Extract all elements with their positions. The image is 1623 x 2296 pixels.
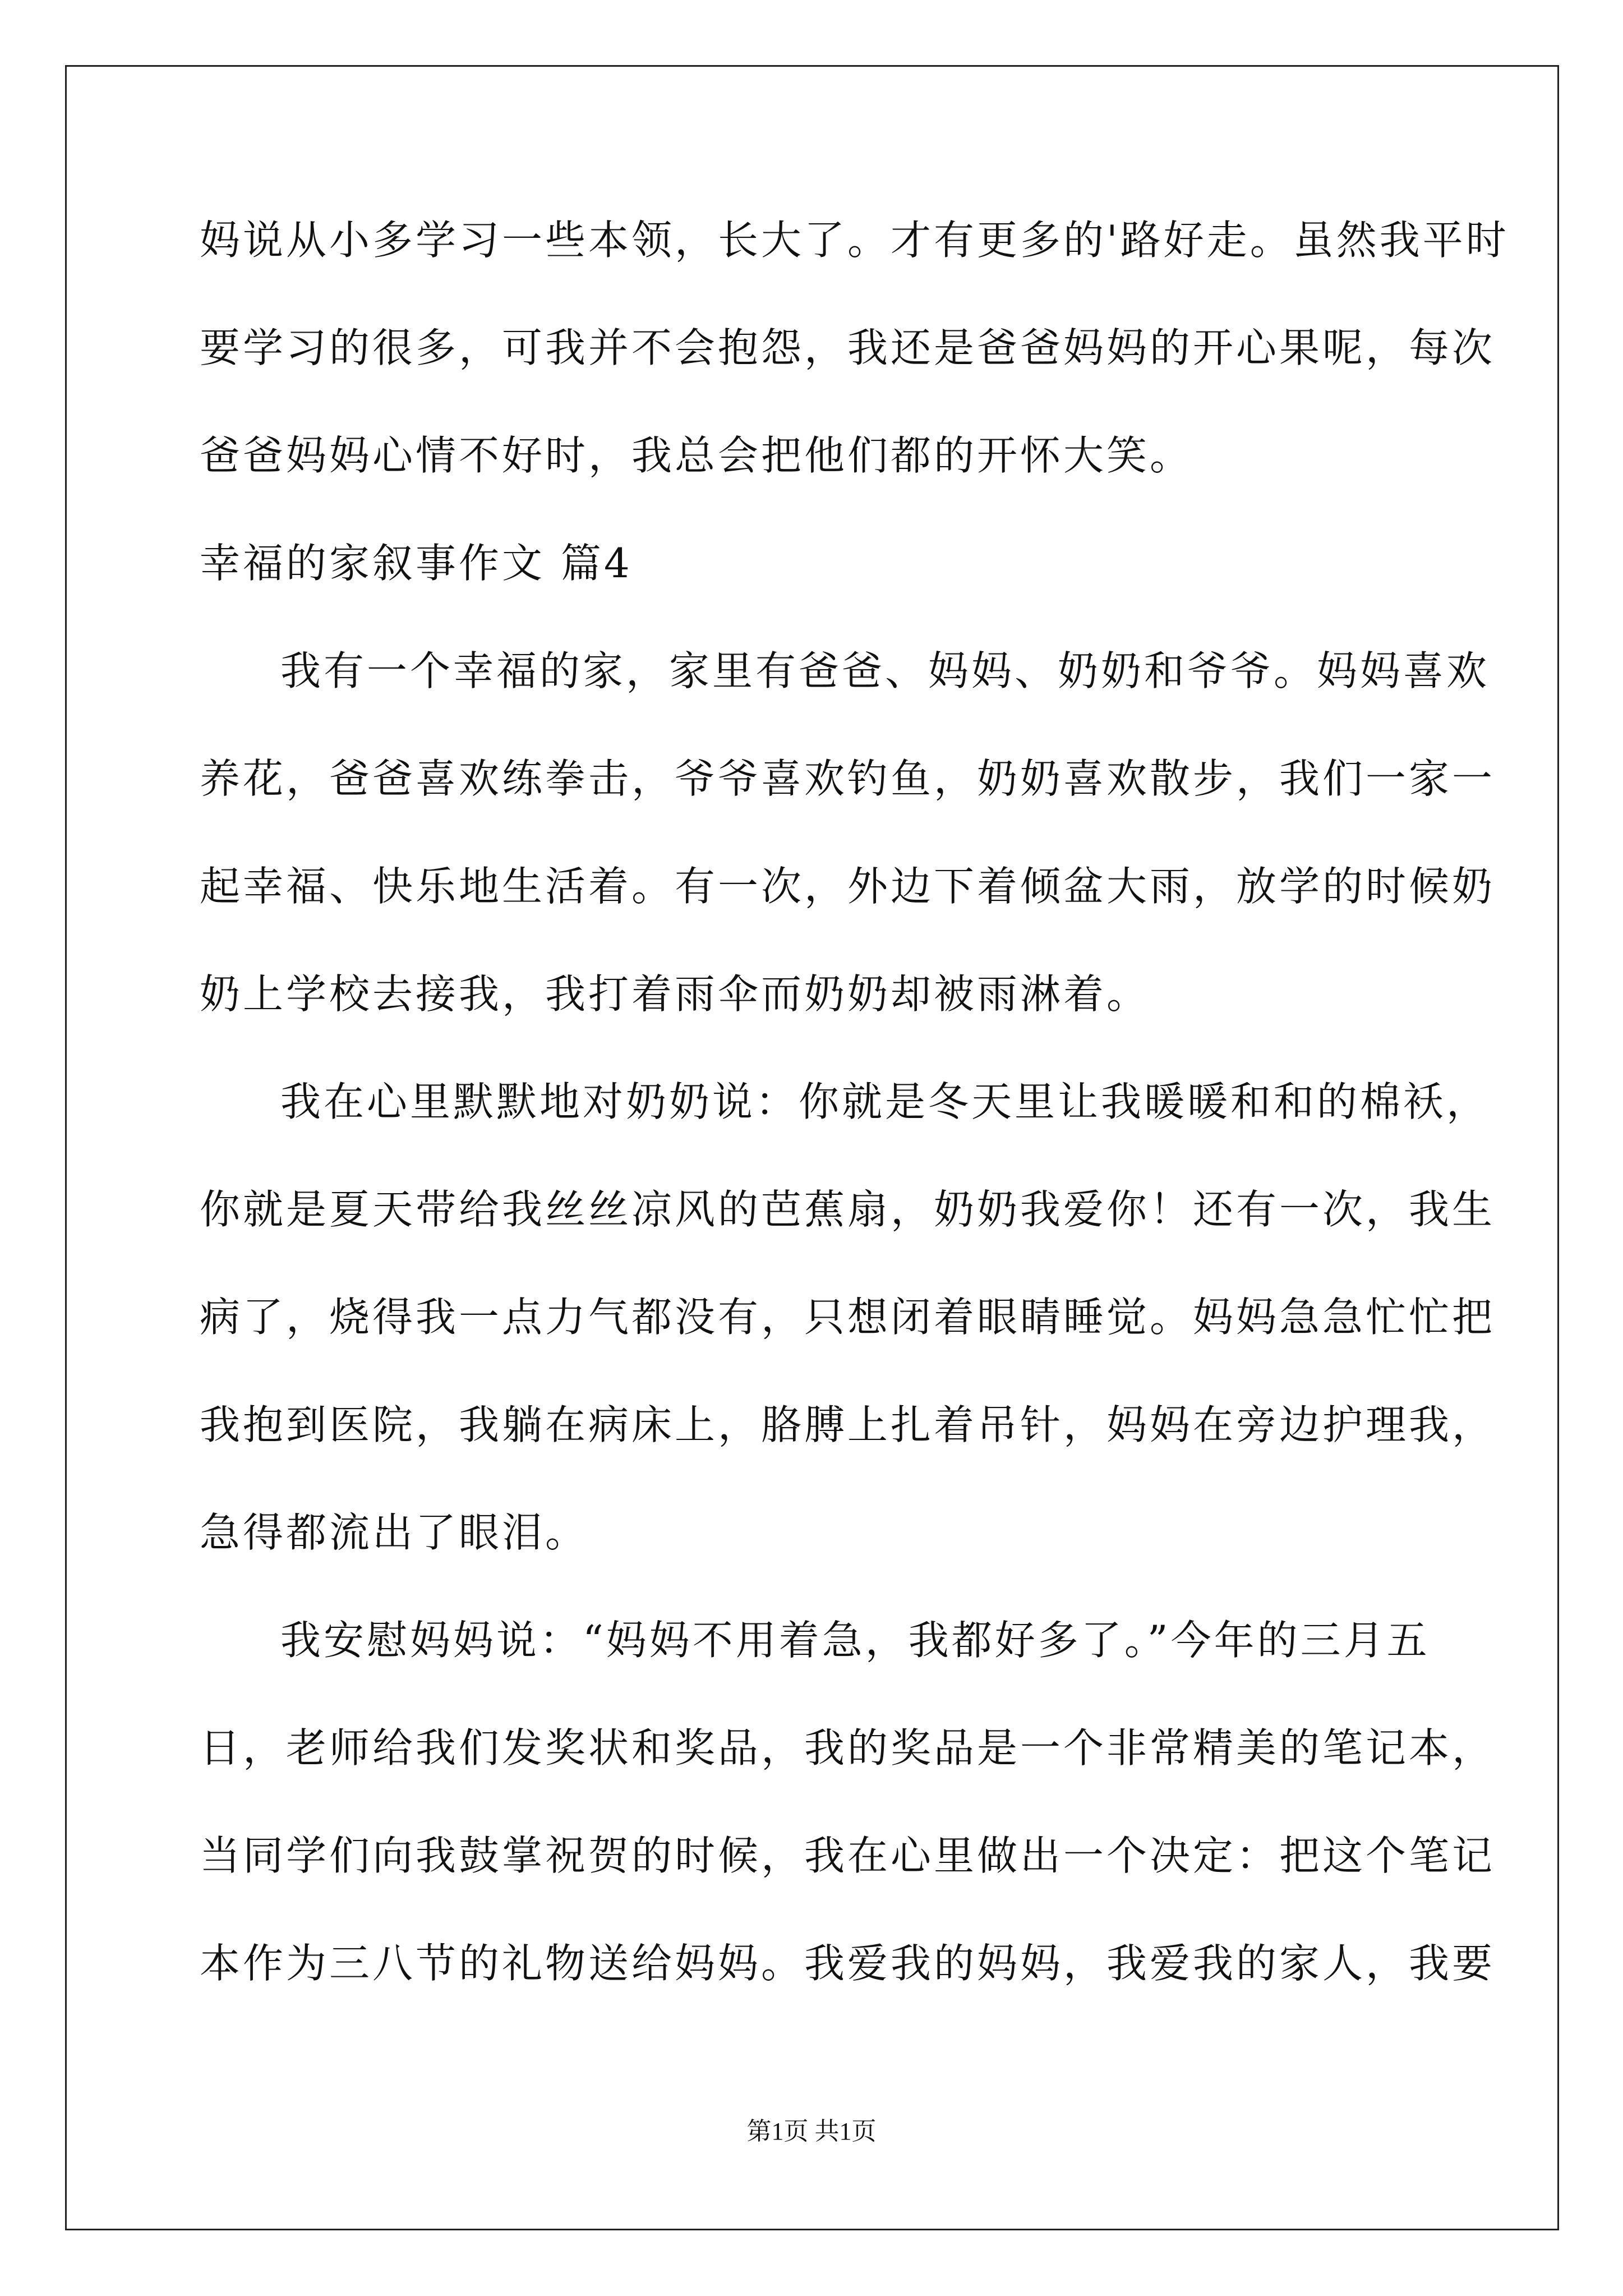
text-line: 你就是夏天带给我丝丝凉风的芭蕉扇，奶奶我爱你！还有一次，我生: [200, 1186, 1496, 1233]
text-line: 我抱到医院，我躺在病床上，胳膊上扎着吊针，妈妈在旁边护理我，: [200, 1401, 1496, 1448]
text-line: 我在心里默默地对奶奶说：你就是冬天里让我暖暖和和的棉袄，: [280, 1078, 1490, 1125]
text-line: 爸爸妈妈心情不好时，我总会把他们都的开怀大笑。: [200, 432, 1193, 479]
text-line: 起幸福、快乐地生活着。有一次，外边下着倾盆大雨，放学的时候奶: [200, 863, 1496, 910]
text-line: 当同学们向我鼓掌祝贺的时候，我在心里做出一个决定：把这个笔记: [200, 1832, 1496, 1879]
section-heading: 幸福的家叙事作文 篇4: [200, 540, 633, 587]
text-line: 日，老师给我们发奖状和奖品，我的奖品是一个非常精美的笔记本，: [200, 1724, 1496, 1772]
text-line: 本作为三八节的礼物送给妈妈。我爱我的妈妈，我爱我的家人，我要: [200, 1940, 1496, 1987]
text-line: 我安慰妈妈说：“妈妈不用着急，我都好多了。”今年的三月五: [280, 1617, 1430, 1664]
text-line: 要学习的很多，可我并不会抱怨，我还是爸爸妈妈的开心果呢，每次: [200, 324, 1496, 371]
text-line: 养花，爸爸喜欢练拳击，爷爷喜欢钓鱼，奶奶喜欢散步，我们一家一: [200, 755, 1496, 802]
text-line: 奶上学校去接我，我打着雨伞而奶奶却被雨淋着。: [200, 970, 1150, 1018]
document-body: [200, 213, 1509, 2044]
text-line: 我有一个幸福的家，家里有爸爸、妈妈、奶奶和爷爷。妈妈喜欢: [280, 647, 1490, 694]
text-line: 急得都流出了眼泪。: [200, 1509, 589, 1556]
text-line: 病了，烧得我一点力气都没有，只想闭着眼睛睡觉。妈妈急急忙忙把: [200, 1294, 1496, 1341]
text-line: 妈说从小多学习一些本领，长大了。才有更多的'路好走。虽然我平时: [200, 217, 1509, 264]
page-footer: 第1页 共1页: [746, 2118, 877, 2145]
